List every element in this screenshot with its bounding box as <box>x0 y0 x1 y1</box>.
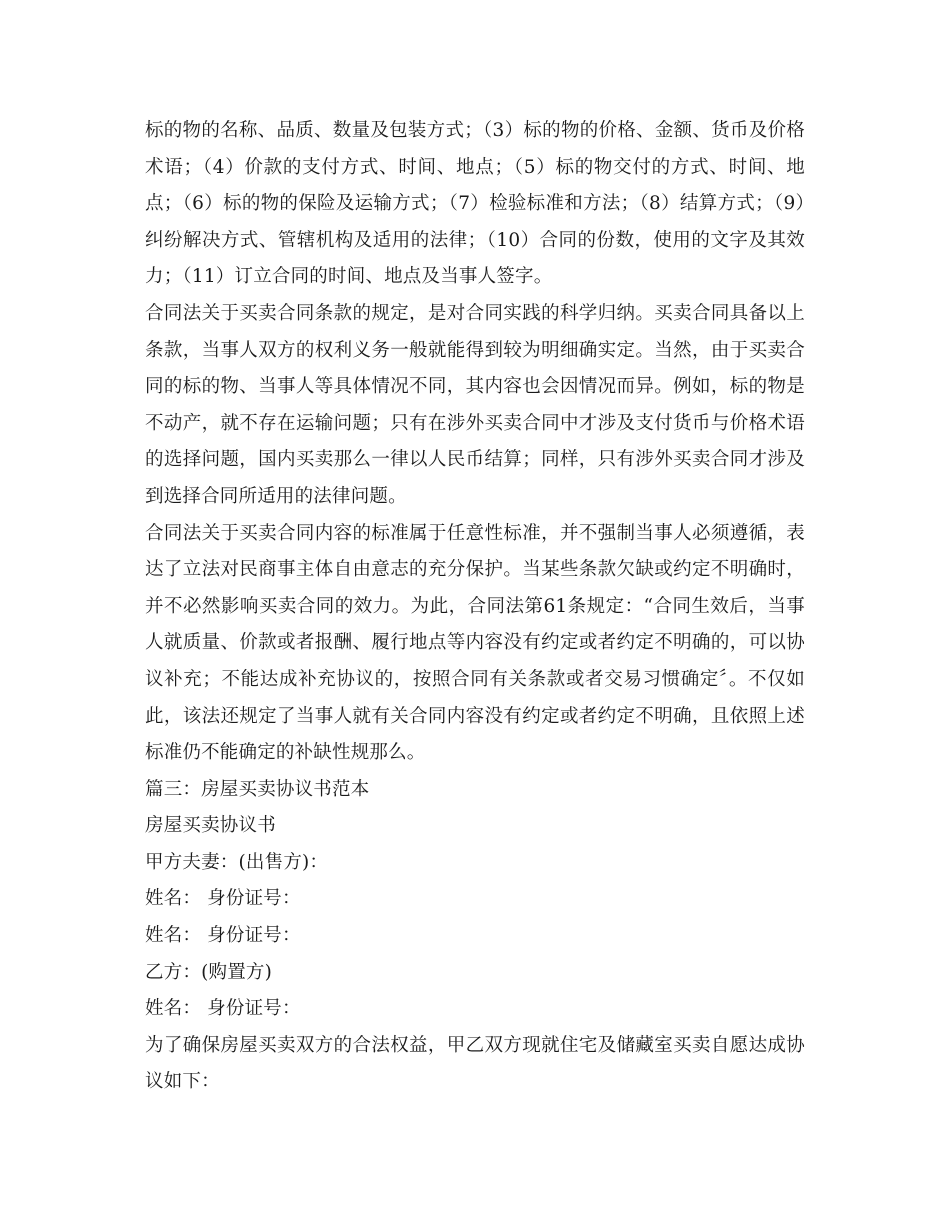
paragraph-contract-clauses: 合同法关于买卖合同条款的规定，是对合同实践的科学归纳。买卖合同具备以上条款，当事人双方的权利义务一般就能得到较为明细确实定。当然，由于买卖合同的标的物、当事人等具体情况不同，其内容也会因情况而异。例如，标的物是不动产，就不存在运输问题；只有在涉外买卖合同中才涉及支付货币与价格术语的选择问题，国内买卖那么一律以人民币结算；同样，只有涉外买卖合同才涉及到选择合同所适用的法律问题。 <box>145 302 805 507</box>
paragraph-contract-terms: 标的物的名称、品质、数量及包装方式；（3）标的物的价格、金额、货币及价格术语；（4）价款的支付方式、时间、地点；（5）标的物交付的方式、时间、地点；（6）标的物的保险及运输方式；（7）检验标准和方法；（8）结算方式；（9）纠纷解决方式、管辖机构及适用的法律；（10）合同的份数，使用的文字及其效力；（11）订立合同的时间、地点及当事人签字。 <box>145 120 805 288</box>
section-title: 篇三：房屋买卖协议书范本 <box>145 778 370 800</box>
party-a-id-line-2: 姓名： 身份证号： <box>145 925 301 947</box>
party-b-id-line: 姓名： 身份证号： <box>145 998 301 1020</box>
party-b-label: 乙方：(购置方) <box>145 961 273 983</box>
party-a-label: 甲方夫妻：(出售方)： <box>145 851 329 873</box>
paragraph-contract-standards: 合同法关于买卖合同内容的标准属于任意性标准，并不强制当事人必须遵循，表达了立法对民商事主体自由意志的充分保护。当某些条款欠缺或约定不明确时，并不必然影响买卖合同的效力。为此，合同法第61条规定：“合同生效后，当事人就质量、价款或者报酬、履行地点等内容没有约定或者约定不明确的，可以协议补充；不能达成补充协议的，按照合同有关条款或者交易习惯确定〞。不仅如此，该法还规定了当事人就有关合同内容没有约定或者约定不明确，且依照上述标准仍不能确定的补缺性规那么。 <box>145 522 805 764</box>
document-title: 房屋买卖协议书 <box>145 815 276 837</box>
party-a-id-line-1: 姓名： 身份证号： <box>145 888 301 910</box>
closing-paragraph: 为了确保房屋买卖双方的合法权益，甲乙双方现就住宅及储藏室买卖自愿达成协议如下： <box>145 1034 805 1093</box>
document-page <box>145 113 805 1101</box>
